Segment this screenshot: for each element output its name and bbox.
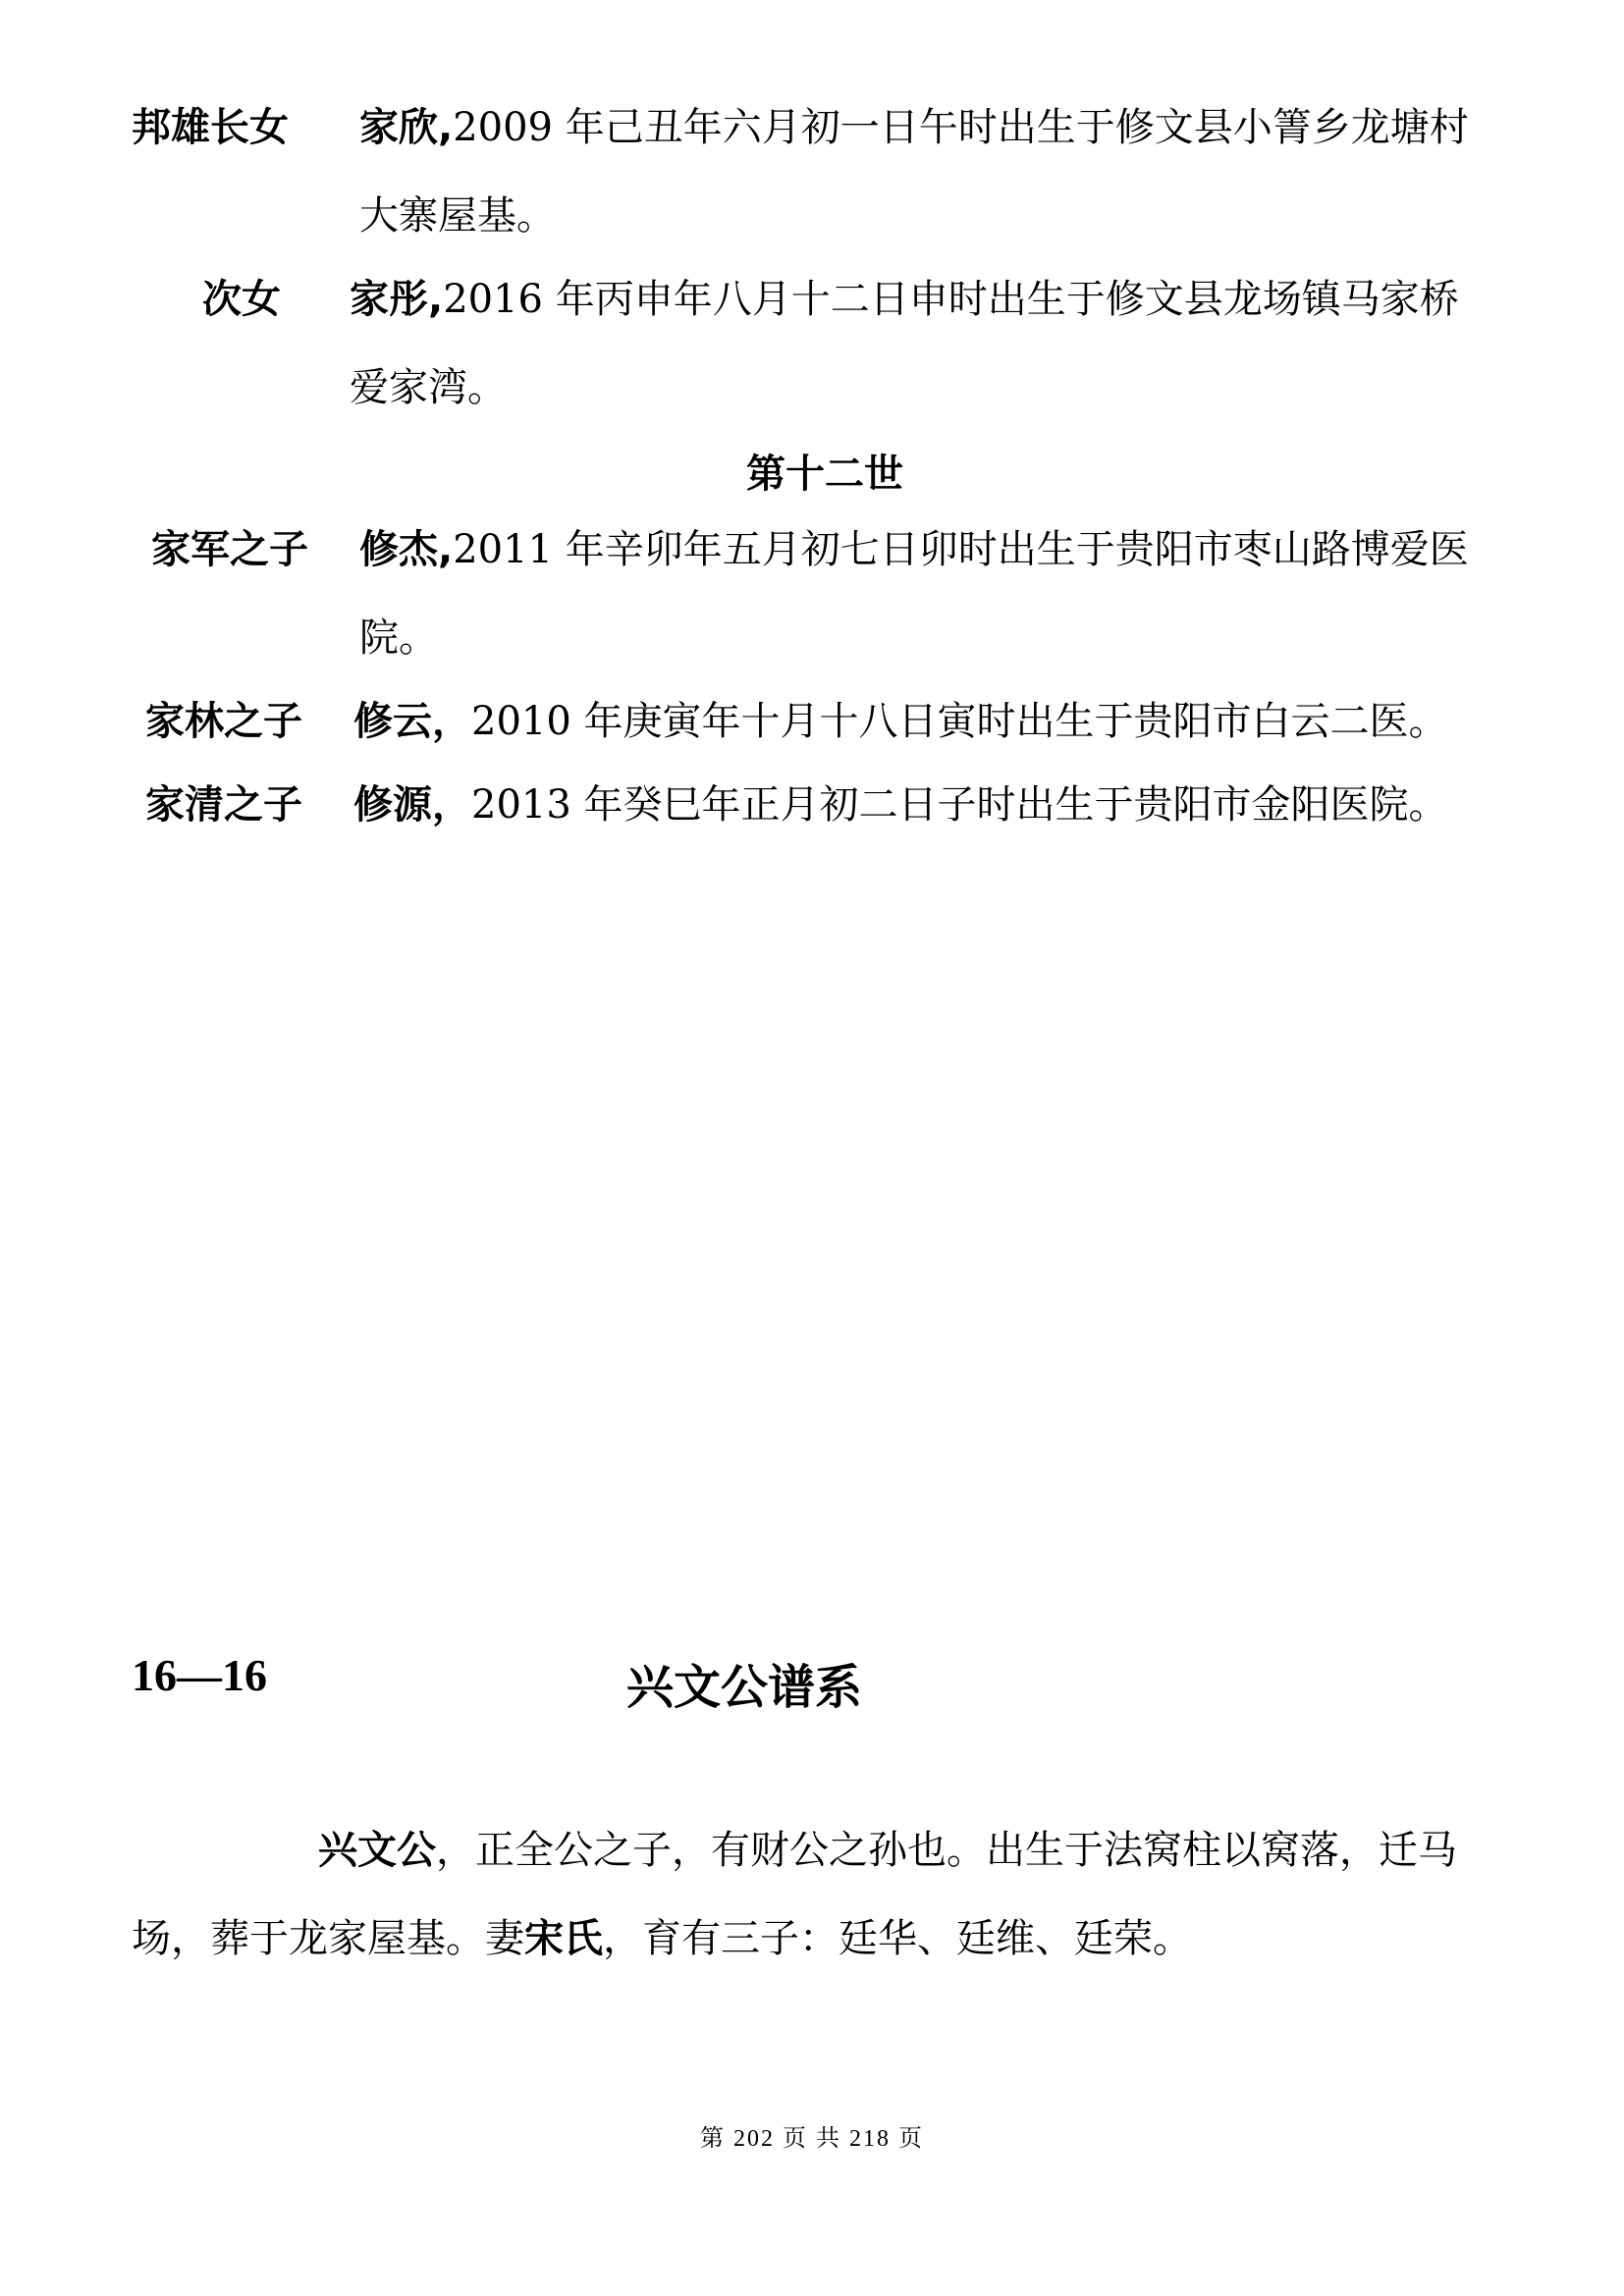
entry-name: 修杰 [359,527,438,572]
paragraph-text: ，育有三子：廷华、廷维、廷荣。 [603,1916,1192,1961]
paragraph-text: ，正全公之子，有财公之孙也。出生于法窝柱以窝落，迁马场，葬于龙家屋基。妻 [132,1828,1457,1961]
entry-body [359,83,1496,260]
entry-separator: , [428,277,444,322]
entry-body [350,255,1496,432]
entry-text: 2010 年庚寅年十月十八日寅时出生于贵阳市白云二医。 [471,699,1448,744]
entry-name: 修源 [353,782,432,828]
genealogy-entry [132,83,1496,260]
genealogy-entry [132,506,1496,682]
entry-label: 邦雄长女 [132,105,289,150]
entry-label: 家清之子 [145,782,302,828]
entry-separator: ， [432,782,471,828]
entry-text: 2009 年己丑年六月初一日午时出生于修文县小箐乡龙塘村大寨屋基。 [359,105,1469,239]
entry-label: 家林之子 [145,699,302,744]
entry-text: 2016 年丙申年八月十二日申时出生于修文县龙场镇马家桥爱家湾。 [350,277,1459,410]
genealogy-entry [132,255,1496,432]
lineage-paragraph [132,1806,1487,1983]
generation-heading: 第十二世 [746,452,903,497]
entry-separator: , [438,527,454,572]
page-number: 第 202 页 共 218 页 [700,2126,924,2152]
paragraph-name: 兴文公 [318,1828,436,1873]
entry-body [353,677,1506,766]
section-title: 兴文公谱系 [626,1660,863,1715]
entry-text: 2013 年癸巳年正月初二日子时出生于贵阳市金阳医院。 [471,782,1448,828]
entry-name: 家欣 [359,105,438,150]
paragraph-spouse: 宋氏 [524,1916,603,1961]
entry-name: 家彤 [350,277,428,322]
entry-separator: , [438,105,454,150]
genealogy-entry [132,761,1506,849]
entry-name: 修云 [353,699,432,744]
entry-label: 次女 [202,277,281,322]
section-number: 16—16 [132,1650,267,1700]
entry-separator: ， [432,699,471,744]
entry-label: 家军之子 [151,527,308,572]
entry-text: 2011 年辛卯年五月初七日卯时出生于贵阳市枣山路博爱医院。 [359,527,1469,661]
entry-body [353,761,1506,849]
genealogy-entry [132,677,1506,766]
entry-body [359,506,1496,682]
